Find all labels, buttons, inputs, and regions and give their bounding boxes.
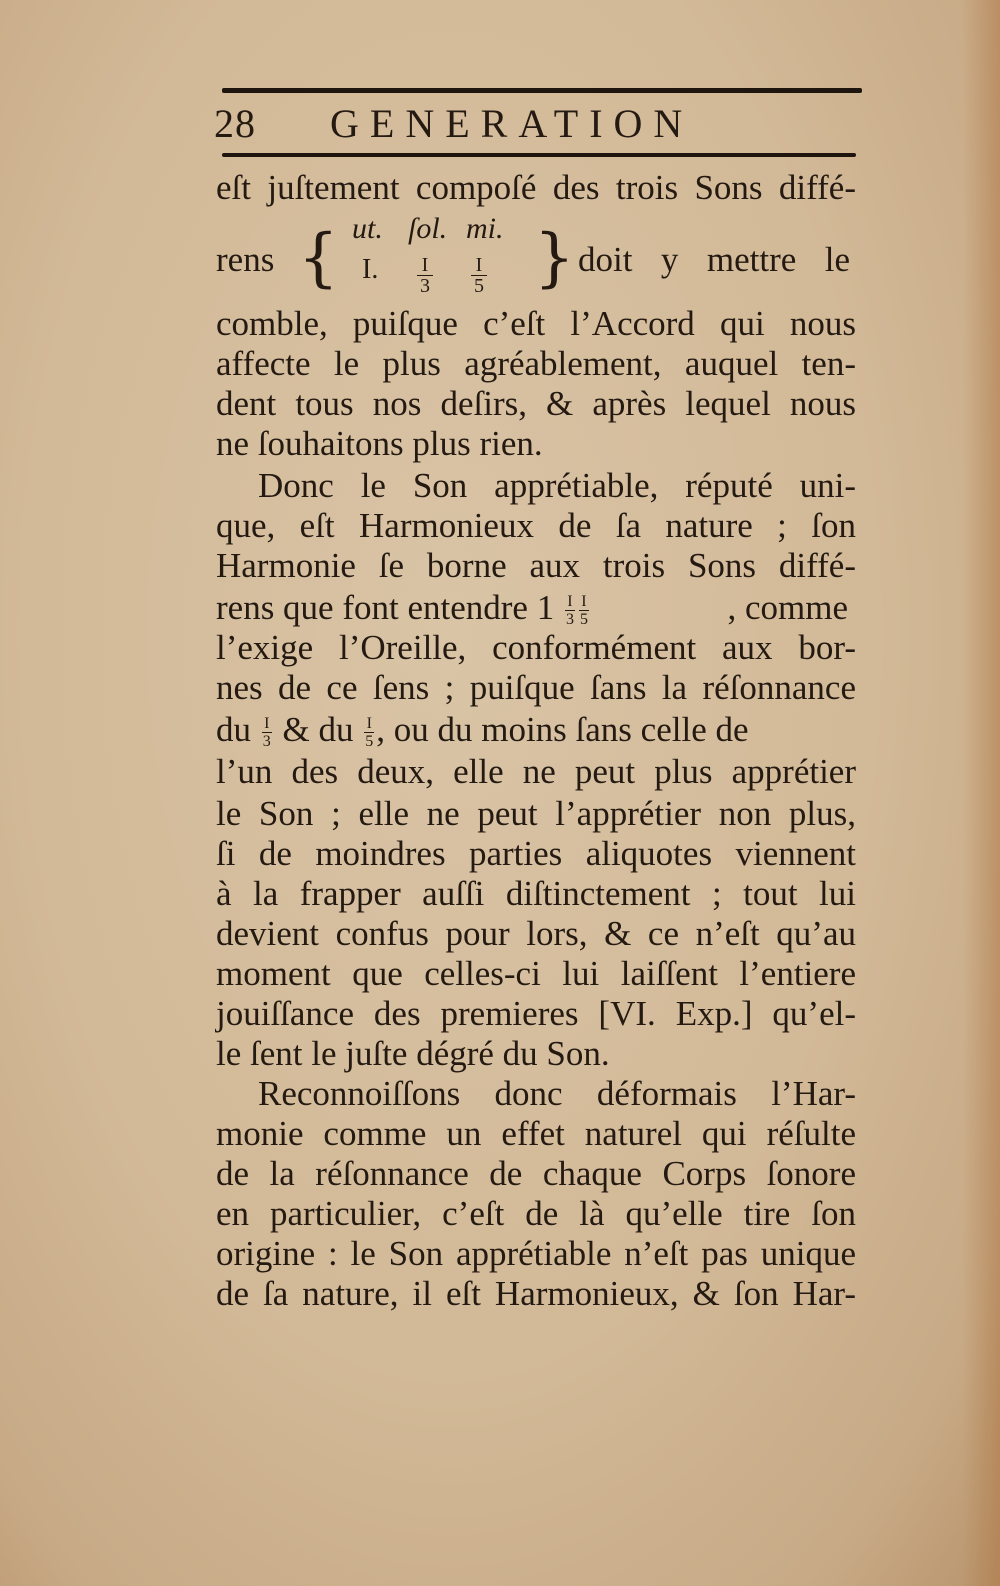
text-line-13-b: & du bbox=[282, 710, 354, 749]
note-sol: ſol. bbox=[408, 212, 448, 245]
text-line-21: le ſent le juſte dégré du Son. bbox=[216, 1034, 610, 1073]
text-line-13 bbox=[216, 710, 856, 750]
right-brace: } bbox=[534, 221, 575, 295]
note-ut: ut. bbox=[352, 212, 383, 245]
text-line-13-a: du bbox=[216, 710, 251, 749]
text-line-19: moment que celles-ci lui laiſſent l’entiere bbox=[216, 954, 856, 993]
frac-num: I bbox=[475, 254, 483, 276]
frac-den: 5 bbox=[579, 611, 588, 629]
inline-frac-third-b bbox=[260, 716, 274, 749]
frac-num: I bbox=[421, 254, 429, 276]
text-line-17: à la frapper auſſi diſtinctement ; tout lui bbox=[216, 874, 856, 913]
ratio-one-fifth bbox=[468, 256, 490, 295]
text-line-25: en particulier, c’eſt de là qu’elle tire ſon bbox=[216, 1194, 856, 1233]
text-line-27: de ſa nature, il eſt Harmonieux, & ſon Har- bbox=[216, 1274, 856, 1313]
text-line-20: jouiſſance des premieres [VI. Exp.] qu’el- bbox=[216, 994, 856, 1033]
frac-den: 3 bbox=[262, 733, 271, 751]
header-rule-top bbox=[222, 88, 862, 93]
left-brace: { bbox=[298, 221, 339, 295]
text-line-16: ſi de moindres parties aliquotes viennent bbox=[216, 834, 856, 873]
frac-num: I bbox=[567, 593, 573, 611]
text-line-9: Harmonie ſe borne aux trois Sons diffé- bbox=[216, 546, 856, 585]
text-line-5: dent tous nos deſirs, & après lequel nous bbox=[216, 384, 856, 423]
inline-frac-third bbox=[563, 594, 577, 627]
frac-den: 5 bbox=[365, 733, 374, 751]
chord-trailing-text: doit y mettre le bbox=[578, 240, 850, 279]
text-line-10-a: rens que font entendre 1 bbox=[216, 588, 555, 627]
note-mi: mi. bbox=[466, 212, 504, 245]
text-line-1: eſt juſtement compoſé des trois Sons diffé- bbox=[216, 168, 856, 207]
frac-den: 3 bbox=[565, 611, 574, 629]
text-line-14: l’un des deux, elle ne peut plus apprétier bbox=[216, 752, 856, 791]
page-edge-shading bbox=[962, 0, 1000, 1586]
frac-num: I bbox=[581, 593, 587, 611]
text-line-13-c: , ou du moins ſans celle de bbox=[376, 710, 749, 749]
chord-lead-word: rens bbox=[216, 240, 275, 279]
frac-num: I bbox=[264, 715, 270, 733]
text-line-23: monie comme un effet naturel qui réſulte bbox=[216, 1114, 856, 1153]
ratio-one: I. bbox=[362, 254, 379, 285]
ratio-one-third bbox=[414, 256, 436, 295]
header-rule-bottom bbox=[222, 153, 856, 157]
text-line-12: nes de ce ſens ; puiſque ſans la réſonnance bbox=[216, 668, 856, 707]
text-line-3: comble, puiſque c’eſt l’Accord qui nous bbox=[216, 304, 856, 343]
frac-num: I bbox=[366, 715, 372, 733]
text-line-7: Donc le Son apprétiable, réputé uni- bbox=[258, 466, 856, 505]
text-line-18: devient confus pour lors, & ce n’eſt qu’au bbox=[216, 914, 856, 953]
text-line-24: de la réſonnance de chaque Corps ſonore bbox=[216, 1154, 856, 1193]
inline-frac-fifth bbox=[577, 594, 591, 627]
frac-den: 5 bbox=[474, 275, 484, 297]
text-line-11: l’exige l’Oreille, conformément aux bor- bbox=[216, 628, 856, 667]
text-line-10 bbox=[216, 588, 856, 628]
text-line-15: le Son ; elle ne peut l’apprétier non plus, bbox=[216, 794, 856, 833]
text-line-8: que, eſt Harmonieux de ſa nature ; ſon bbox=[216, 506, 856, 545]
text-line-4: affecte le plus agréablement, auquel ten- bbox=[216, 344, 856, 383]
text-line-10-b: , comme bbox=[727, 588, 848, 627]
text-line-22: Reconnoiſſons donc déformais l’Har- bbox=[258, 1074, 856, 1113]
running-head: GENERATION bbox=[330, 101, 694, 146]
text-line-6: ne ſouhaitons plus rien. bbox=[216, 424, 543, 463]
inline-frac-fifth-b bbox=[362, 716, 376, 749]
text-line-26: origine : le Son apprétiable n’eſt pas unique bbox=[216, 1234, 856, 1273]
page-number: 28 bbox=[214, 101, 256, 146]
frac-den: 3 bbox=[420, 275, 430, 297]
